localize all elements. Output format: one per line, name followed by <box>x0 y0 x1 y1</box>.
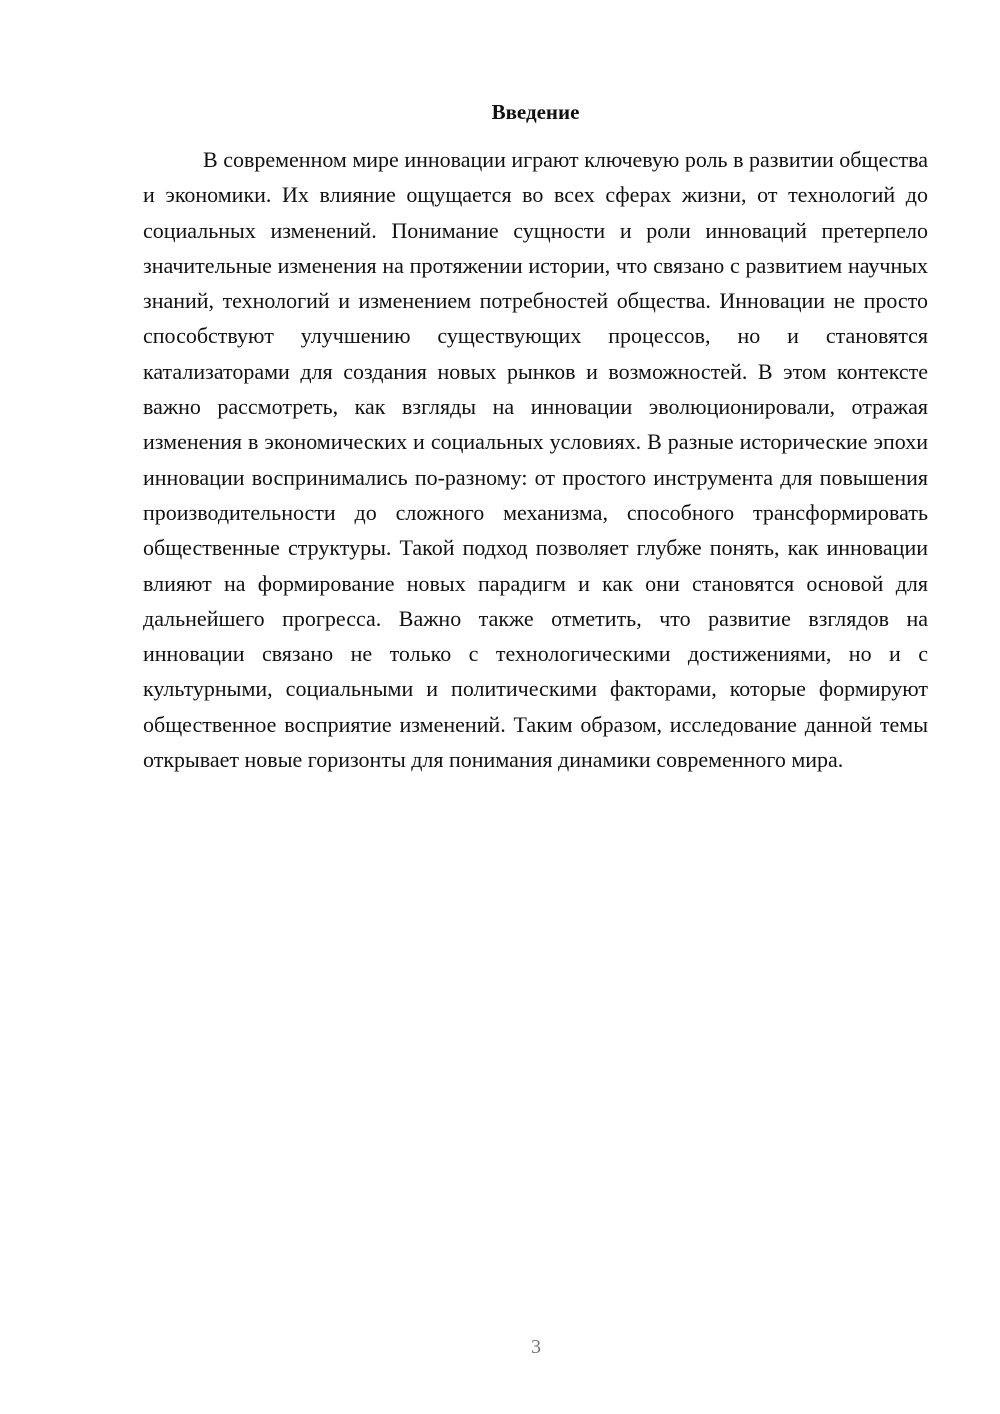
page-number: 3 <box>531 1336 541 1358</box>
intro-paragraph: В современном мире инновации играют ключевую роль в развитии общества и экономики. Их влияние ощущается во всех сферах жизни, от технологий до социальных изменений. Понимание сущности и роли инноваций претерпело значительные изменения на протяжении истории, что связано с развитием научных знаний, технологий и изменением потребностей общества. Инновации не просто способствуют улучшению существующих процессов, но и становятся катализаторами для создания новых рынков и возможностей. В этом контексте важно рассмотреть, как взгляды на инновации эволюционировали, отражая изменения в экономических и социальных условиях. В разные исторические эпохи инновации воспринимались по-разному: от простого инструмента для повышения производительности до сложного механизма, способного трансформировать общественные структуры. Такой подход позволяет глубже понять, как инновации влияют на формирование новых парадигм и как они становятся основой для дальнейшего прогресса. Важно также отметить, что развитие взглядов на инновации связано не только с технологическими достижениями, но и с культурными, социальными и политическими факторами, которые формируют общественное восприятие изменений. Таким образом, исследование данной темы открывает новые горизонты для понимания динамики современного мира. <box>143 147 928 773</box>
section-heading: Введение <box>491 100 580 124</box>
